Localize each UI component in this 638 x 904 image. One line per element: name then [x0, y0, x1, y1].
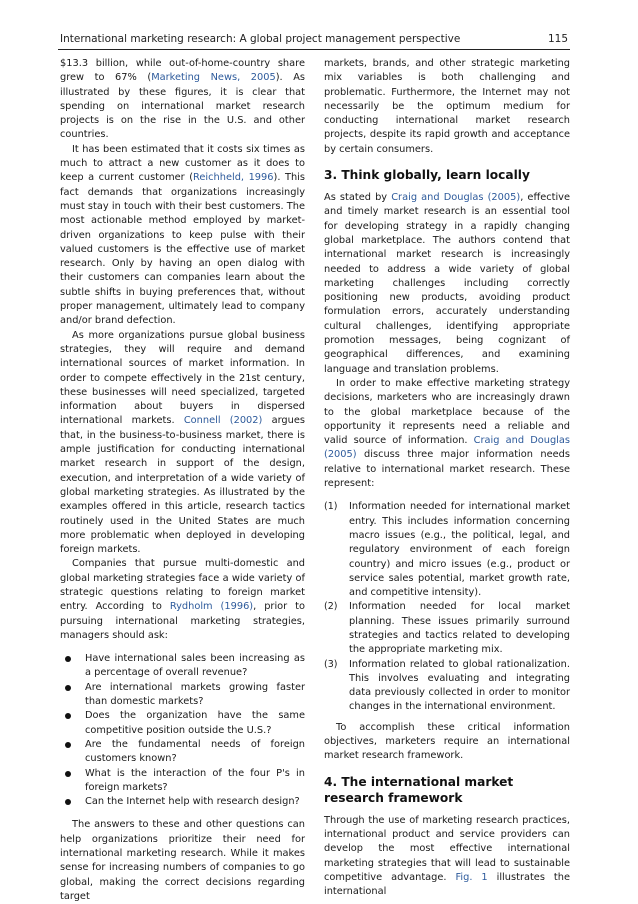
text: It has been estimated that it costs six times as much to attract a new customer as it does to keep a current customer ( [60, 143, 305, 184]
list-item [60, 795, 305, 809]
list-item-text: Information related to global rationalization. This involves evaluating and integrating data previously collected in order to monitor changes in the international environment. [349, 658, 570, 713]
list-item [60, 767, 305, 796]
bullet-icon [65, 799, 71, 805]
bullet-icon [65, 742, 71, 748]
text: Through the use of marketing research practices, international product and service providers can develop the most effective international marketing strategies that will lead to sustainable competitive advantage. [324, 814, 570, 883]
text: ). As illustrated by these figures, it is clear that spending on international market research projects is on the rise in the U.S. and other countries. [60, 72, 305, 141]
question-list [60, 652, 305, 809]
list-item-text: Can the Internet help with research design? [85, 796, 300, 808]
list-item-text: Are international markets growing faster than domestic markets? [85, 681, 305, 708]
paragraph [324, 814, 570, 900]
text: argues that, in the business-to-business market, there is ample justification for conducting international market research in support of the design, execution, and interpretation of a wide variety of global marketing strategies. As illustrated by the examples offered in this article, research tactics routinely used in the United States are much more problematic when deployed in developing foreign markets. [60, 415, 305, 556]
bullet-icon [65, 713, 71, 719]
list-item [324, 500, 570, 600]
paragraph [60, 57, 305, 143]
list-number: (3) [324, 658, 338, 670]
list-item [60, 652, 305, 681]
paragraph [60, 143, 305, 329]
list-item [60, 709, 305, 738]
citation-link[interactable]: Rydholm (1996) [169, 601, 254, 613]
running-title: International marketing research: A global project management perspective [60, 33, 461, 45]
text: $13.3 billion, while out-of-home-country share grew to 67% ( [60, 58, 305, 84]
right-column [324, 57, 570, 899]
list-item-text: Information needed for local market planning. These issues primarily surround strategies and tactics related to developing the appropriate marketing mix. [349, 601, 570, 656]
list-item [324, 658, 570, 715]
text: discuss three major information needs relative to international market research. These represent: [324, 449, 570, 490]
list-item [60, 738, 305, 767]
list-item-text: Have international sales been increasing as a percentage of overall revenue? [85, 653, 305, 679]
paragraph: To accomplish these critical information objectives, marketers require an international market research framework. [324, 721, 570, 762]
list-item-text: Does the organization have the same competitive position outside the U.S.? [85, 710, 305, 736]
section-heading: 3. Think globally, learn locally [324, 168, 530, 183]
running-header [60, 33, 568, 45]
text: , effective and timely market research is an essential tool for developing strategy in a rapidly changing global marketplace. The authors contend that international market research is increasingly needed to address a wide variety of global marketing challenges including correctly positioning new products, avoiding product formulation errors, accurately understanding cultural challenges, identifying appropriate promotion messages, being cognizant of geographical differences, and examining language and translation problems. [324, 192, 570, 375]
text: As stated by [324, 192, 392, 204]
text: illustrates the international [324, 871, 570, 898]
list-item-text: What is the interaction of the four P's in foreign markets? [85, 767, 305, 793]
paragraph: The answers to these and other questions can help organizations prioritize their need for international marketing research. While it makes sense for increasing numbers of companies to go global, making the correct decisions regarding target [60, 819, 305, 902]
page-number: 115 [547, 33, 568, 45]
information-needs-list [324, 500, 570, 714]
paragraph [60, 557, 305, 643]
left-column [60, 57, 305, 904]
bullet-icon [65, 771, 71, 777]
header-rule [58, 49, 570, 50]
paragraph [324, 191, 570, 377]
bullet-icon [65, 656, 71, 662]
paragraph: markets, brands, and other strategic marketing mix variables is both challenging and problematic. Furthermore, the Internet may not necessarily be the optimum medium for conducting international market research projects, despite its rapid growth and acceptance by certain consumers. [324, 58, 570, 155]
citation-link[interactable]: Reichheld, 1996 [193, 172, 274, 184]
list-item-text: Are the fundamental needs of foreign customers known? [85, 738, 305, 765]
list-number: (1) [324, 501, 338, 513]
list-item [60, 681, 305, 710]
paragraph [324, 377, 570, 491]
list-item [324, 600, 570, 657]
text: , prior to pursuing international marketing strategies, managers should ask: [60, 601, 305, 641]
citation-link[interactable]: Connell (2002) [183, 415, 263, 427]
section-heading: 4. The international market research framework [324, 774, 514, 805]
citation-link[interactable]: Craig and Douglas (2005) [391, 192, 521, 204]
text: In order to make effective marketing strategy decisions, marketers who are increasingly drawn to the global marketplace because of the opportunity it represents need a reliable and valid source of information. [324, 377, 570, 447]
text: Companies that pursue multi-domestic and global marketing strategies face a wide variety of strategic questions relating to foreign market entry. According to [60, 558, 305, 613]
list-number: (2) [324, 601, 338, 613]
citation-link[interactable]: Craig and Douglas (2005) [324, 435, 570, 461]
text: As more organizations pursue global business strategies, they will require and demand international sources of market information. In order to compete effectively in the 21st century, these businesses will need specialized, targeted information about buyers in dispersed international markets. [60, 329, 305, 427]
paragraph [60, 329, 305, 558]
bullet-icon [65, 685, 71, 691]
citation-link[interactable]: Marketing News, 2005 [151, 72, 276, 84]
list-item-text: Information needed for international market entry. This includes information concerning macro issues (e.g., the political, legal, and regulatory environment of each foreign country) and micro issues (e.g., product or service sales potential, market growth rate, and competitive intensity). [349, 501, 570, 599]
figure-link[interactable]: Fig. 1 [455, 871, 488, 883]
text: ). This fact demands that organizations increasingly must stay in touch with their best customers. The most actionable method employed by market-driven organizations to keep pulse with their valued customers is the effective use of market research. Only by having an open dialog with their customers can companies learn about the subtle shifts in buying preferences that, without proper management, ultimately lead to company and/or brand defection. [60, 172, 305, 327]
